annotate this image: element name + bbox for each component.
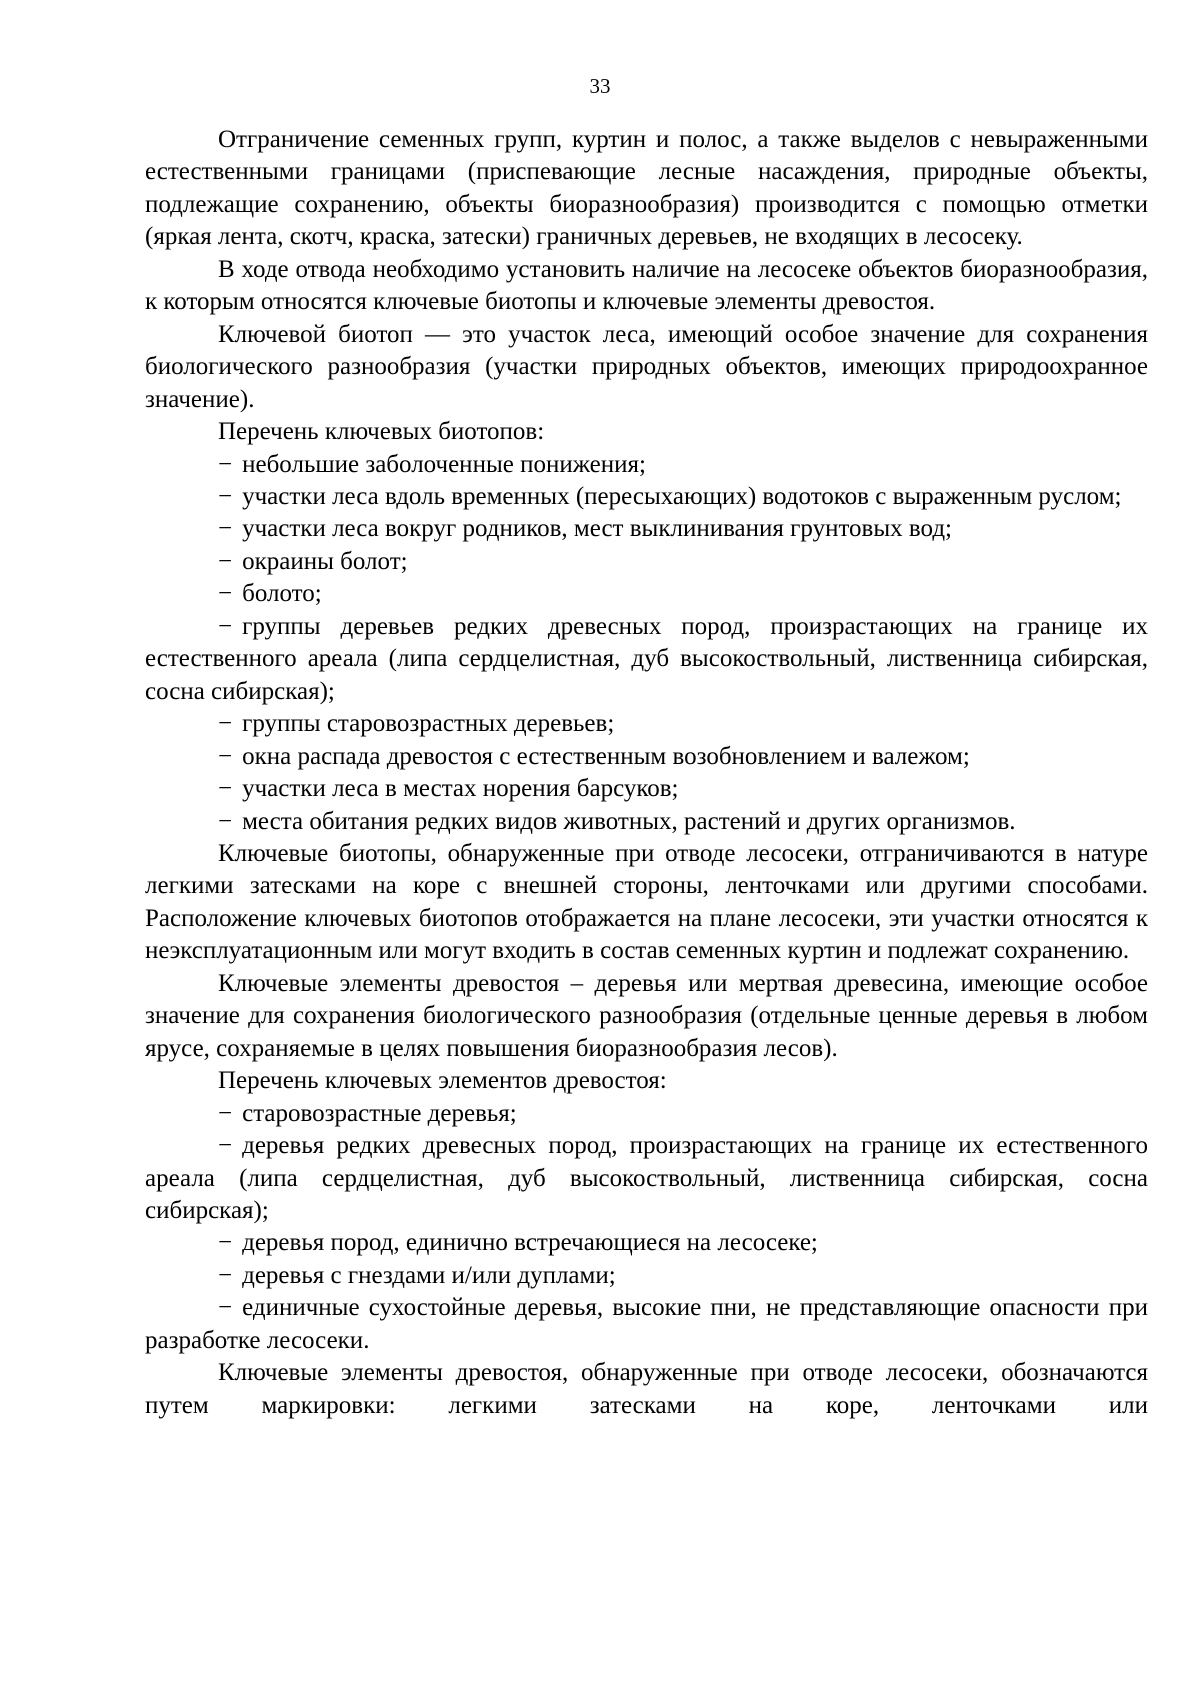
paragraph-key-elements-definition: Ключевые элементы древостоя – деревья или мертвая древесина, имеющие особое значение для сохранения биологического разнообразия (отдельные ценные деревья в любом ярусе, сохраняемые в целях повышения биоразнообразия лесов). [145, 969, 1148, 1062]
paragraph-biotopes-list-heading: Перечень ключевых биотопов: [218, 418, 545, 446]
list-dash: − [218, 1132, 233, 1160]
list-dash: − [218, 710, 233, 738]
list-item-text: группы деревьев редких древесных пород, произрастающих на границе их естественного ареала (липа сердцелистная, дуб высокоствольный, лиственница сибирская, сосна сибирская); [145, 612, 1148, 705]
list-item [145, 578, 1148, 610]
paragraph-boundary-marking: Отграничение семенных групп, куртин и полос, а также выделов с невыраженными естественными границами (приспевающие лесные насаждения, природные объекты, подлежащие сохранению, объекты биоразнообразия) производится с помощью отметки (яркая лента, скотч, краска, затески) граничных деревьев, не входящих в лесосеку. [145, 126, 1148, 251]
list-item [145, 1227, 1148, 1259]
list-dash: − [218, 1294, 233, 1322]
paragraph-elements-marking: Ключевые элементы древостоя, обнаруженные при отводе лесосеки, обозначаются путем маркировки: легкими затесками на коре, ленточками или [145, 1359, 1148, 1419]
list-item-text: болото; [242, 580, 322, 608]
list-dash: − [218, 742, 233, 770]
list-item [145, 1260, 1148, 1292]
list-item-text: деревья с гнездами и/или дуплами; [242, 1261, 616, 1289]
list-dash: − [218, 1099, 233, 1127]
list-item [145, 1130, 1148, 1227]
list-item [145, 1292, 1148, 1357]
list-dash: − [218, 515, 233, 543]
list-dash: − [218, 450, 233, 478]
list-item [145, 708, 1148, 740]
list-dash: − [218, 807, 233, 835]
key-biotopes-list [145, 449, 1148, 838]
list-dash: − [218, 482, 233, 510]
paragraph-elements-list-heading: Перечень ключевых элементов древостоя: [218, 1067, 667, 1095]
list-item-text: участки леса в местах норения барсуков; [242, 775, 679, 803]
list-item-text: деревья редких древесных пород, произрастающих на границе их естественного ареала (липа сердцелистная, дуб высокоствольный, лиственница сибирская, сосна сибирская); [145, 1132, 1148, 1224]
list-item [145, 449, 1148, 481]
list-item [145, 481, 1148, 513]
paragraph-key-biotope-definition: Ключевой биотоп — это участок леса, имеющий особое значение для сохранения биологического разнообразия (участки природных объектов, имеющих природоохранное значение). [145, 320, 1148, 413]
page-number: 33 [589, 74, 611, 98]
list-item-text: места обитания редких видов животных, растений и других организмов. [242, 807, 1016, 835]
list-dash: − [218, 1229, 233, 1257]
list-item-text: деревья пород, единично встречающиеся на лесосеке; [242, 1229, 818, 1257]
list-item-text: окраины болот; [242, 547, 408, 575]
list-item [145, 546, 1148, 578]
list-item-text: окна распада древостоя с естественным возобновлением и валежом; [242, 742, 970, 770]
list-item-text: единичные сухостойные деревья, высокие пни, не представляющие опасности при разработке лесосеки. [145, 1294, 1148, 1354]
key-elements-list [145, 1098, 1148, 1358]
list-dash: − [218, 1261, 233, 1289]
list-item [145, 806, 1148, 838]
list-item-text: группы старовозрастных деревьев; [242, 710, 615, 738]
list-item-text: небольшие заболоченные понижения; [242, 450, 646, 478]
list-item-text: старовозрастные деревья; [242, 1099, 517, 1127]
list-item [145, 1098, 1148, 1130]
list-dash: − [218, 775, 233, 803]
list-dash: − [218, 612, 233, 640]
list-dash: − [218, 547, 233, 575]
document-body [145, 124, 1148, 1422]
list-item-text: участки леса вдоль временных (пересыхающих) водотоков с выраженным руслом; [242, 482, 1122, 510]
list-item [145, 773, 1148, 805]
paragraph-biodiversity-check: В ходе отвода необходимо установить наличие на лесосеке объектов биоразнообразия, к которым относятся ключевые биотопы и ключевые элементы древостоя. [145, 255, 1148, 316]
list-item-text: участки леса вокруг родников, мест выклинивания грунтовых вод; [242, 515, 952, 543]
list-dash: − [218, 580, 233, 608]
list-item [145, 513, 1148, 545]
paragraph-biotopes-marking: Ключевые биотопы, обнаруженные при отводе лесосеки, отграничиваются в натуре легкими затесками на коре с внешней стороны, ленточками или другими способами. Расположение ключевых биотопов отображается на плане лесосеки, эти участки относятся к неэксплуатационным или могут входить в состав семенных куртин и подлежат сохранению. [145, 839, 1148, 965]
list-item [145, 741, 1148, 773]
list-item [145, 611, 1148, 708]
